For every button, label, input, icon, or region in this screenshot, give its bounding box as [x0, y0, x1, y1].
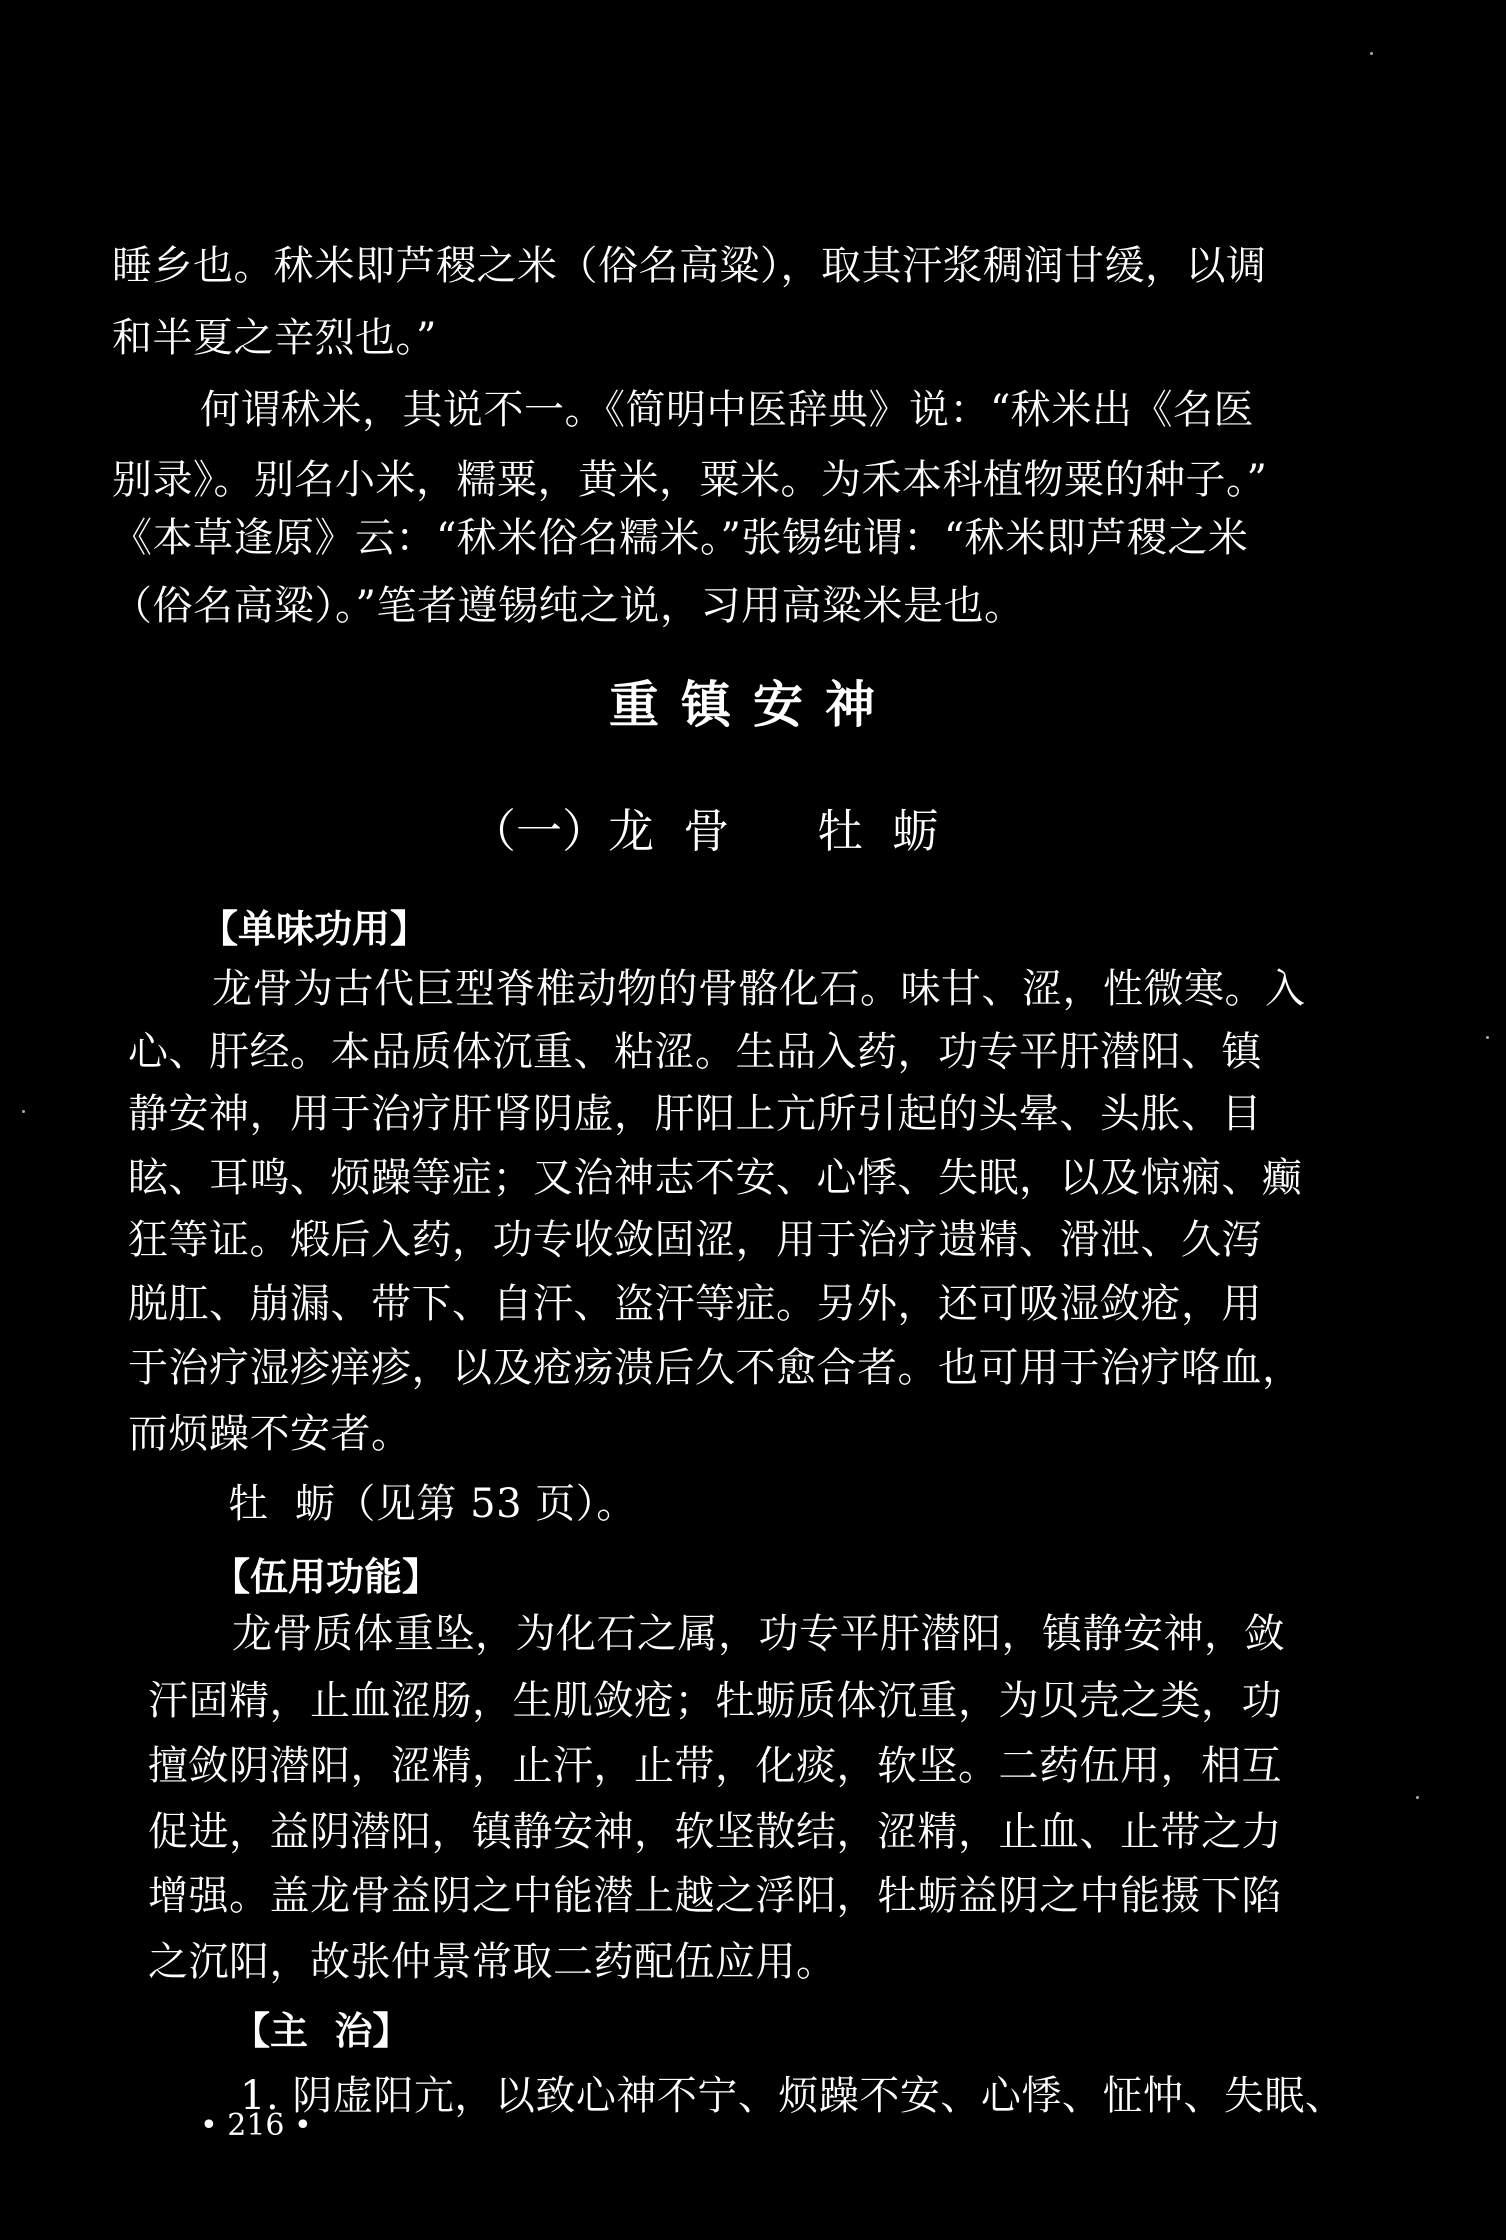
combined-use-line-4: 促进，益阴潜阳，镇静安神，软坚散结，涩精，止血、止带之力	[148, 1809, 1282, 1855]
indications-heading: 【主 治】	[232, 2009, 411, 2053]
intro-line-3: 何谓秫米，其说不一。《简明中医辞典》说：“秫米出《名医	[200, 387, 1254, 433]
intro-line-1: 睡乡也。秫米即芦稷之米（俗名高粱），取其汗浆稠润甘缓，以调	[112, 243, 1267, 289]
combined-use-line-5: 增强。盖龙骨益阴之中能潜上越之浮阳，牡蛎益阴之中能摄下陷	[148, 1873, 1282, 1919]
scan-speck	[1370, 52, 1373, 55]
intro-line-2: 和半夏之辛烈也。”	[112, 315, 437, 361]
page-number: • 216 •	[200, 2108, 312, 2143]
oyster-reference: 牡 蛎（见第 53 页）。	[228, 1481, 637, 1527]
scan-speck	[22, 1110, 25, 1113]
single-use-line-6: 脱肛、崩漏、带下、自汗、盗汗等症。另外，还可吸湿敛疮，用	[128, 1281, 1262, 1327]
section-title: 重镇安神	[609, 676, 897, 734]
single-use-line-1: 龙骨为古代巨型脊椎动物的骨骼化石。味甘、涩，性微寒。入	[212, 966, 1306, 1012]
scan-speck	[1486, 1036, 1489, 1039]
combined-use-line-6: 之沉阳，故张仲景常取二药配伍应用。	[148, 1939, 837, 1985]
single-use-line-3: 静安神，用于治疗肝肾阴虚，肝阳上亢所引起的头晕、头胀、目	[128, 1091, 1262, 1137]
herb-pair-subtitle: （一）龙 骨 牡 蛎	[470, 804, 939, 858]
scan-speck	[1416, 1796, 1419, 1799]
intro-line-4: 别录》。别名小米，糯粟，黄米，粟米。为禾本科植物粟的种子。”	[112, 457, 1268, 503]
intro-line-5: 《本草逢原》云：“秫米俗名糯米。”张锡纯谓：“秫米即芦稷之米	[112, 515, 1249, 561]
combined-use-line-1: 龙骨质体重坠，为化石之属，功专平肝潜阳，镇静安神，敛	[232, 1611, 1285, 1657]
intro-line-6: （俗名高粱）。”笔者遵锡纯之说，习用高粱米是也。	[112, 583, 1025, 629]
single-use-line-7: 于治疗湿疹痒疹，以及疮疡溃后久不愈合者。也可用于治疗咯血，	[128, 1345, 1303, 1391]
single-use-line-4: 眩、耳鸣、烦躁等症；又治神志不安、心悸、失眠，以及惊痫、癫	[128, 1155, 1303, 1201]
combined-use-heading: 【伍用功能】	[212, 1555, 441, 1599]
combined-use-line-2: 汗固精，止血涩肠，生肌敛疮；牡蛎质体沉重，为贝壳之类，功	[148, 1678, 1282, 1724]
single-use-line-8: 而烦躁不安者。	[128, 1411, 412, 1457]
single-use-heading: 【单味功用】	[200, 907, 429, 951]
indications-line-1: 1. 阴虚阳亢，以致心神不宁、烦躁不安、心悸、怔忡、失眠、	[240, 2073, 1346, 2119]
single-use-line-2: 心、肝经。本品质体沉重、粘涩。生品入药，功专平肝潜阳、镇	[128, 1029, 1262, 1075]
single-use-line-5: 狂等证。煅后入药，功专收敛固涩，用于治疗遗精、滑泄、久泻	[128, 1217, 1262, 1263]
combined-use-line-3: 擅敛阴潜阳，涩精，止汗，止带，化痰，软坚。二药伍用，相互	[148, 1743, 1282, 1789]
